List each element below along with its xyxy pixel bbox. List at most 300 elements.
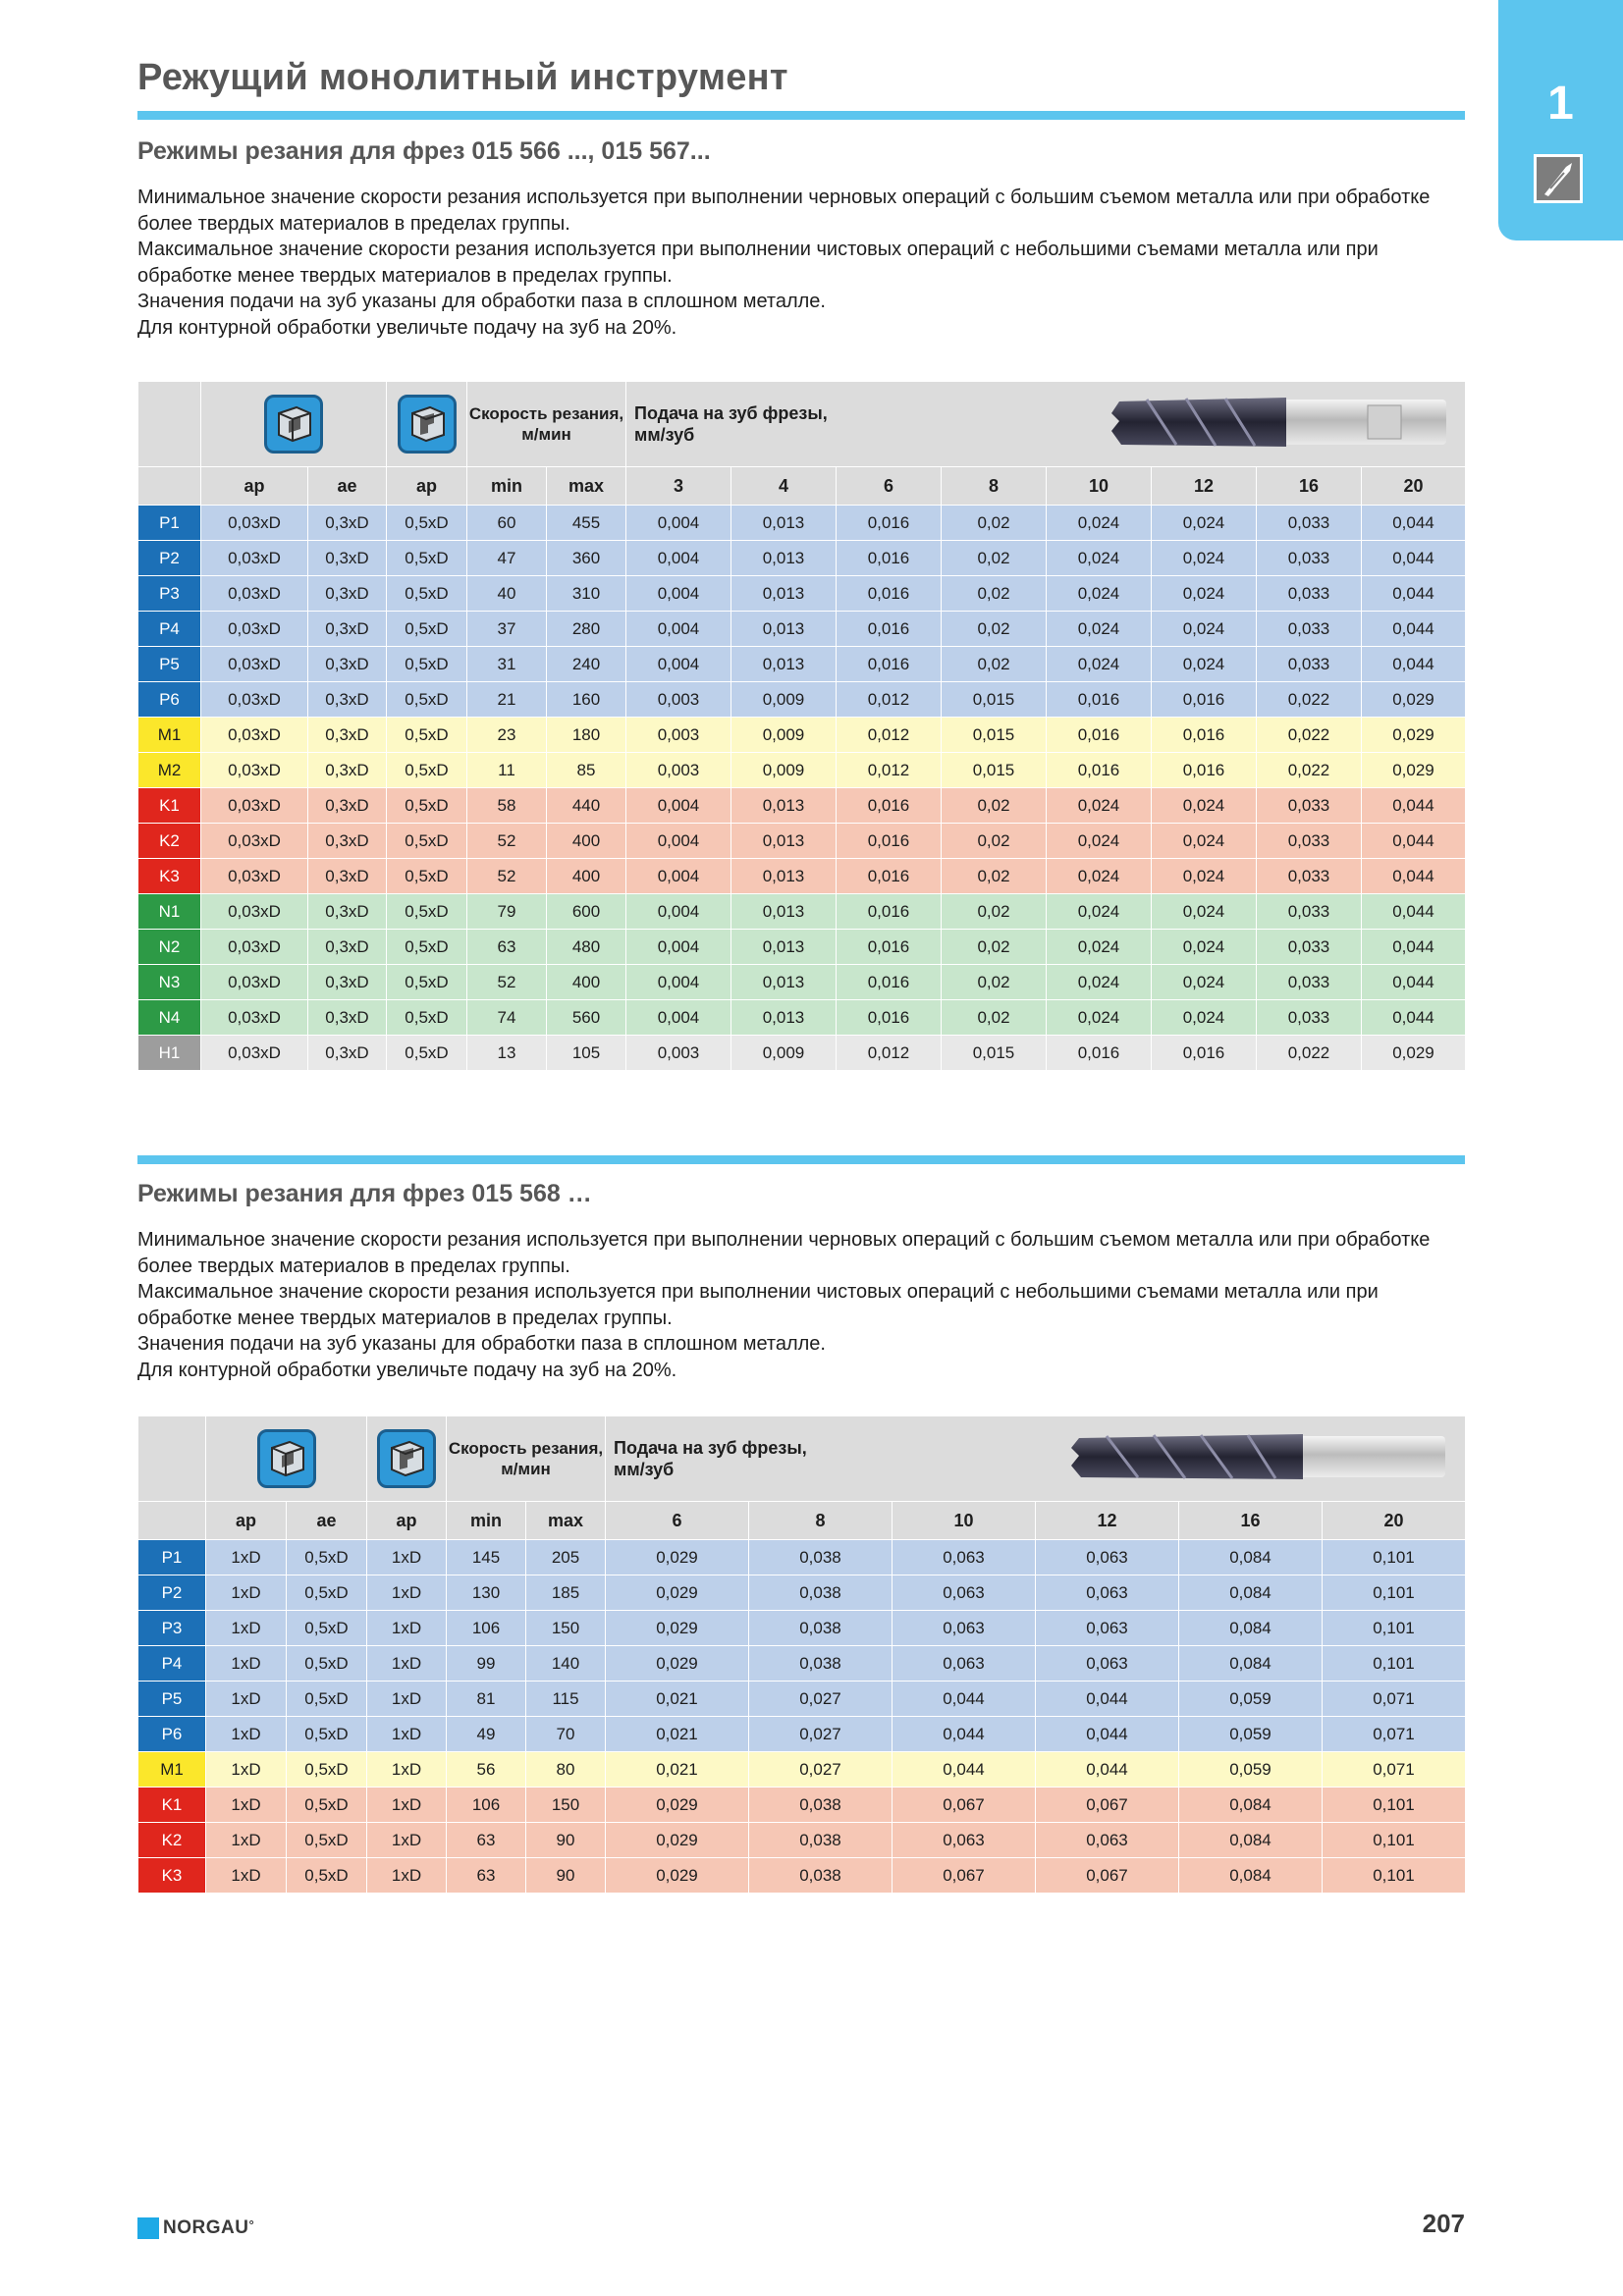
table-cell: 0,063 — [893, 1823, 1036, 1858]
table-cell: 0,016 — [837, 824, 942, 859]
table-cell: 0,03xD — [201, 930, 308, 965]
table-cell: 0,067 — [1036, 1788, 1179, 1823]
table-cell: 0,5xD — [287, 1858, 367, 1894]
intro-line: Для контурной обработки увеличьте подачу на зуб на 20%. — [137, 316, 677, 339]
table-cell: 0,5xD — [387, 718, 467, 753]
table-cell: 0,063 — [893, 1540, 1036, 1575]
table-cell: 0,016 — [837, 1000, 942, 1036]
table-cell: 360 — [547, 541, 626, 576]
table-cell: 0,5xD — [287, 1611, 367, 1646]
table-cell: 0,013 — [731, 1000, 837, 1036]
table-cell: 0,071 — [1323, 1752, 1466, 1788]
table-cell: 0,004 — [626, 541, 731, 576]
contour-milling-icon — [398, 395, 457, 454]
section-divider — [137, 1155, 1465, 1164]
table-cell: 0,084 — [1179, 1823, 1323, 1858]
table-row — [138, 788, 1466, 824]
table-cell: 0,044 — [1362, 576, 1466, 612]
table-cell: 0,3xD — [308, 859, 387, 894]
column-header: ae — [308, 467, 387, 506]
column-header: min — [467, 467, 547, 506]
table-cell: 1xD — [206, 1575, 287, 1611]
contour-milling-icon-cell — [367, 1416, 447, 1502]
table-cell: 0,02 — [942, 612, 1047, 647]
table-cell: 0,3xD — [308, 824, 387, 859]
table-cell: 0,5xD — [387, 894, 467, 930]
table-cell: 0,084 — [1179, 1575, 1323, 1611]
column-header: 12 — [1036, 1502, 1179, 1540]
table-cell: 0,016 — [837, 506, 942, 541]
table-cell: 0,5xD — [387, 1036, 467, 1071]
material-group-badge: N1 — [138, 894, 201, 930]
table-cell: 52 — [467, 859, 547, 894]
column-header: ap — [387, 467, 467, 506]
title-divider — [137, 111, 1465, 120]
table-cell: 0,067 — [893, 1788, 1036, 1823]
table-cell: 0,024 — [1152, 824, 1257, 859]
table-cell: 0,015 — [942, 718, 1047, 753]
table-cell: 0,021 — [606, 1682, 749, 1717]
table-cell: 0,044 — [1362, 1000, 1466, 1036]
table-cell: 0,024 — [1047, 859, 1152, 894]
table-cell: 0,016 — [1047, 1036, 1152, 1071]
table-cell: 106 — [447, 1788, 526, 1823]
table-cell: 0,03xD — [201, 859, 308, 894]
table-cell: 0,016 — [1152, 682, 1257, 718]
table-row — [138, 930, 1466, 965]
table-cell: 0,022 — [1257, 718, 1362, 753]
table-cell: 105 — [547, 1036, 626, 1071]
table-cell: 0,012 — [837, 718, 942, 753]
table-cell: 0,033 — [1257, 965, 1362, 1000]
table-cell: 130 — [447, 1575, 526, 1611]
table-cell: 0,003 — [626, 718, 731, 753]
table-row — [138, 1575, 1466, 1611]
table-cell: 0,029 — [606, 1611, 749, 1646]
cutting-data-table — [137, 381, 1466, 1071]
table-cell: 0,004 — [626, 859, 731, 894]
table-cell: 560 — [547, 1000, 626, 1036]
column-header: 10 — [893, 1502, 1036, 1540]
table-cell: 0,03xD — [201, 682, 308, 718]
table-cell: 0,027 — [749, 1752, 893, 1788]
table-cell: 0,084 — [1179, 1540, 1323, 1575]
table-cell: 0,3xD — [308, 1000, 387, 1036]
column-header: 10 — [1047, 467, 1152, 506]
table-row — [138, 1858, 1466, 1894]
table-cell: 1xD — [367, 1752, 447, 1788]
table-cell: 0,024 — [1152, 647, 1257, 682]
cutting-speed-header: Скорость резания, м/мин — [467, 382, 626, 467]
table-row — [138, 682, 1466, 718]
intro-line: Значения подачи на зуб указаны для обработки паза в сплошном металле. — [137, 291, 826, 312]
section-title: Режимы резания для фрез 015 566 ..., 015 567... — [137, 137, 711, 165]
table-cell: 0,013 — [731, 576, 837, 612]
table-cell: 60 — [467, 506, 547, 541]
material-group-badge: P1 — [138, 1540, 206, 1575]
table-cell: 0,101 — [1323, 1611, 1466, 1646]
material-group-badge: P6 — [138, 1717, 206, 1752]
table-cell: 0,084 — [1179, 1611, 1323, 1646]
table-cell: 1xD — [367, 1611, 447, 1646]
table-cell: 1xD — [367, 1646, 447, 1682]
table-cell: 180 — [547, 718, 626, 753]
table-cell: 0,044 — [1036, 1752, 1179, 1788]
table-cell: 23 — [467, 718, 547, 753]
table-cell: 0,024 — [1047, 824, 1152, 859]
table-cell: 0,009 — [731, 682, 837, 718]
table-cell: 0,044 — [893, 1682, 1036, 1717]
table-cell: 70 — [526, 1717, 606, 1752]
column-header: 20 — [1362, 467, 1466, 506]
table-cell: 0,015 — [942, 753, 1047, 788]
table-cell: 0,044 — [1362, 612, 1466, 647]
table-cell: 0,101 — [1323, 1540, 1466, 1575]
table-cell: 0,016 — [837, 859, 942, 894]
table-cell: 0,038 — [749, 1823, 893, 1858]
table-cell: 0,016 — [837, 788, 942, 824]
table-cell: 0,063 — [893, 1646, 1036, 1682]
table-cell: 0,059 — [1179, 1752, 1323, 1788]
column-header: min — [447, 1502, 526, 1540]
table-cell: 0,024 — [1152, 1000, 1257, 1036]
table-cell: 0,3xD — [308, 930, 387, 965]
table-cell: 0,033 — [1257, 788, 1362, 824]
slot-milling-icon — [257, 1429, 316, 1488]
slot-milling-icon — [264, 395, 323, 454]
table-row — [138, 506, 1466, 541]
material-group-badge: N3 — [138, 965, 201, 1000]
table-cell: 0,02 — [942, 965, 1047, 1000]
material-group-badge: N4 — [138, 1000, 201, 1036]
table-cell: 115 — [526, 1682, 606, 1717]
table-cell: 1xD — [206, 1752, 287, 1788]
feed-per-tooth-header — [606, 1416, 1466, 1502]
table-row — [138, 1540, 1466, 1575]
table-cell: 600 — [547, 894, 626, 930]
logo-mark — [137, 2217, 159, 2239]
table-cell: 0,022 — [1257, 753, 1362, 788]
table-row — [138, 1611, 1466, 1646]
table-cell: 0,059 — [1179, 1717, 1323, 1752]
brand-mark: ° — [248, 2217, 255, 2232]
table-cell: 140 — [526, 1646, 606, 1682]
table-cell: 0,004 — [626, 612, 731, 647]
table-cell: 0,044 — [1362, 859, 1466, 894]
table-cell: 0,024 — [1047, 506, 1152, 541]
table-cell: 52 — [467, 824, 547, 859]
table-cell: 0,004 — [626, 930, 731, 965]
table-cell: 0,5xD — [287, 1823, 367, 1858]
table-cell: 1xD — [206, 1717, 287, 1752]
table-row — [138, 1682, 1466, 1717]
column-header: 6 — [606, 1502, 749, 1540]
table-cell: 0,004 — [626, 965, 731, 1000]
material-group-badge: M2 — [138, 753, 201, 788]
intro-line: Минимальное значение скорости резания используется при выполнении черновых операций с большим съемом металла или при обработке более твердых материалов в пределах группы. — [137, 1229, 1431, 1277]
table-cell: 400 — [547, 965, 626, 1000]
table-cell: 0,5xD — [387, 859, 467, 894]
table-cell: 400 — [547, 824, 626, 859]
table-cell: 0,3xD — [308, 1036, 387, 1071]
table-cell: 0,016 — [1047, 718, 1152, 753]
column-header: 16 — [1179, 1502, 1323, 1540]
table-cell: 81 — [447, 1682, 526, 1717]
table-cell: 0,004 — [626, 1000, 731, 1036]
table-cell: 145 — [447, 1540, 526, 1575]
table-cell: 0,038 — [749, 1858, 893, 1894]
table-cell: 0,033 — [1257, 506, 1362, 541]
table-cell: 0,5xD — [387, 541, 467, 576]
table-cell: 0,5xD — [387, 1000, 467, 1036]
table-cell: 0,5xD — [287, 1682, 367, 1717]
table-cell: 1xD — [367, 1858, 447, 1894]
table-cell: 79 — [467, 894, 547, 930]
table-cell: 1xD — [206, 1823, 287, 1858]
material-group-badge: K1 — [138, 788, 201, 824]
table-cell: 1xD — [206, 1540, 287, 1575]
table-cell: 0,101 — [1323, 1823, 1466, 1858]
table-cell: 0,004 — [626, 788, 731, 824]
table-cell: 205 — [526, 1540, 606, 1575]
table-cell: 0,084 — [1179, 1788, 1323, 1823]
table-cell: 0,03xD — [201, 612, 308, 647]
table-row — [138, 647, 1466, 682]
table-cell: 0,033 — [1257, 612, 1362, 647]
table-cell: 0,5xD — [387, 506, 467, 541]
table-cell: 0,044 — [893, 1717, 1036, 1752]
table-cell: 0,029 — [606, 1858, 749, 1894]
table-cell: 0,009 — [731, 753, 837, 788]
table-cell: 106 — [447, 1611, 526, 1646]
table-cell: 0,063 — [893, 1611, 1036, 1646]
table-cell: 0,3xD — [308, 541, 387, 576]
table-cell: 240 — [547, 647, 626, 682]
table-cell: 0,5xD — [387, 930, 467, 965]
table-cell: 0,033 — [1257, 541, 1362, 576]
table-cell: 0,02 — [942, 930, 1047, 965]
table-cell: 0,5xD — [287, 1788, 367, 1823]
table-cell: 1xD — [367, 1575, 447, 1611]
table-cell: 0,033 — [1257, 576, 1362, 612]
table-cell: 0,016 — [1152, 753, 1257, 788]
table-cell: 0,03xD — [201, 576, 308, 612]
contour-milling-icon-cell — [387, 382, 467, 467]
table-cell: 0,016 — [1152, 718, 1257, 753]
table-cell: 0,024 — [1152, 576, 1257, 612]
table-row — [138, 859, 1466, 894]
table-cell: 0,044 — [893, 1752, 1036, 1788]
table-cell: 0,024 — [1047, 612, 1152, 647]
table-cell: 0,013 — [731, 612, 837, 647]
intro-line: Максимальное значение скорости резания используется при выполнении чистовых операций с небольшими съемами металла или при обработке менее твердых материалов в пределах группы. — [137, 239, 1379, 287]
table-cell: 85 — [547, 753, 626, 788]
table-cell: 0,02 — [942, 894, 1047, 930]
table-cell: 0,021 — [606, 1752, 749, 1788]
feed-header-text: Подача на зуб фрезы, мм/зуб — [634, 403, 828, 445]
table-cell: 47 — [467, 541, 547, 576]
table-row — [138, 541, 1466, 576]
table-cell: 0,5xD — [387, 965, 467, 1000]
table-cell: 0,013 — [731, 930, 837, 965]
table-cell: 0,044 — [1362, 894, 1466, 930]
table-cell: 0,044 — [1362, 930, 1466, 965]
feed-per-tooth-header — [626, 382, 1466, 467]
table-cell: 1xD — [206, 1611, 287, 1646]
table-cell: 0,016 — [837, 541, 942, 576]
table-cell: 0,029 — [606, 1823, 749, 1858]
material-group-badge: P2 — [138, 1575, 206, 1611]
section-intro — [137, 185, 1453, 341]
table-cell: 0,3xD — [308, 753, 387, 788]
material-group-badge: M1 — [138, 1752, 206, 1788]
table-cell: 0,029 — [606, 1788, 749, 1823]
table-cell: 1xD — [367, 1823, 447, 1858]
table-cell: 0,003 — [626, 1036, 731, 1071]
table-cell: 56 — [447, 1752, 526, 1788]
table-cell: 0,022 — [1257, 682, 1362, 718]
end-mill-image — [1067, 1426, 1450, 1487]
table-cell: 0,003 — [626, 753, 731, 788]
intro-line: Минимальное значение скорости резания используется при выполнении черновых операций с большим съемом металла или при обработке более твердых материалов в пределах группы. — [137, 187, 1431, 235]
table-cell: 0,003 — [626, 682, 731, 718]
table-row — [138, 1646, 1466, 1682]
table-cell: 0,071 — [1323, 1682, 1466, 1717]
intro-line: Для контурной обработки увеличьте подачу на зуб на 20%. — [137, 1359, 677, 1381]
table-cell: 0,016 — [837, 647, 942, 682]
table-cell: 0,029 — [1362, 753, 1466, 788]
table-cell: 0,029 — [606, 1540, 749, 1575]
table-cell: 0,024 — [1047, 894, 1152, 930]
material-group-badge: P4 — [138, 612, 201, 647]
table-cell: 0,063 — [1036, 1540, 1179, 1575]
table-cell: 0,101 — [1323, 1788, 1466, 1823]
table-cell: 0,016 — [837, 576, 942, 612]
table-cell: 0,084 — [1179, 1858, 1323, 1894]
table-cell: 0,015 — [942, 682, 1047, 718]
column-header: max — [526, 1502, 606, 1540]
table-cell: 0,03xD — [201, 894, 308, 930]
table-cell: 0,03xD — [201, 1036, 308, 1071]
table-cell: 0,063 — [1036, 1611, 1179, 1646]
table-cell: 0,012 — [837, 682, 942, 718]
table-cell: 310 — [547, 576, 626, 612]
table-cell: 0,02 — [942, 506, 1047, 541]
table-cell: 0,5xD — [387, 576, 467, 612]
material-group-badge: K3 — [138, 1858, 206, 1894]
table-cell: 0,004 — [626, 506, 731, 541]
page-number: 207 — [1422, 2209, 1465, 2238]
table-cell: 21 — [467, 682, 547, 718]
table-cell: 0,024 — [1152, 612, 1257, 647]
table-cell: 455 — [547, 506, 626, 541]
table-row — [138, 1000, 1466, 1036]
table-cell: 0,3xD — [308, 682, 387, 718]
table-cell: 0,013 — [731, 894, 837, 930]
column-header: 3 — [626, 467, 731, 506]
table-cell: 0,024 — [1047, 647, 1152, 682]
contour-milling-icon — [377, 1429, 436, 1488]
table-cell: 0,044 — [1362, 506, 1466, 541]
table-cell: 0,5xD — [387, 753, 467, 788]
table-cell: 0,044 — [1036, 1682, 1179, 1717]
table-cell: 0,101 — [1323, 1575, 1466, 1611]
table-row — [138, 612, 1466, 647]
column-header: 20 — [1323, 1502, 1466, 1540]
material-group-badge: P5 — [138, 1682, 206, 1717]
table-cell: 0,009 — [731, 1036, 837, 1071]
milling-cutter-icon — [1534, 154, 1583, 203]
slot-milling-icon-cell — [201, 382, 387, 467]
table-cell: 0,063 — [1036, 1823, 1179, 1858]
slot-milling-icon-cell — [206, 1416, 367, 1502]
material-group-badge: P5 — [138, 647, 201, 682]
table-cell: 0,03xD — [201, 753, 308, 788]
table-cell: 0,033 — [1257, 1000, 1362, 1036]
table-cell: 49 — [447, 1717, 526, 1752]
table-cell: 0,016 — [837, 930, 942, 965]
table-cell: 0,067 — [1036, 1858, 1179, 1894]
section-intro — [137, 1227, 1453, 1383]
table-cell: 0,3xD — [308, 965, 387, 1000]
table-cell: 0,024 — [1047, 576, 1152, 612]
table-cell: 74 — [467, 1000, 547, 1036]
table-cell: 0,044 — [1362, 824, 1466, 859]
table-cell: 0,015 — [942, 1036, 1047, 1071]
table-cell: 280 — [547, 612, 626, 647]
header-blank — [138, 1416, 206, 1502]
table-cell: 0,038 — [749, 1540, 893, 1575]
header-blank — [138, 382, 201, 467]
brand-logo — [137, 2217, 254, 2239]
table-cell: 90 — [526, 1823, 606, 1858]
table-cell: 0,101 — [1323, 1858, 1466, 1894]
table-cell: 0,3xD — [308, 576, 387, 612]
table-cell: 1xD — [367, 1788, 447, 1823]
table-cell: 0,3xD — [308, 788, 387, 824]
section-title: Режимы резания для фрез 015 568 … — [137, 1180, 592, 1207]
table-cell: 0,03xD — [201, 788, 308, 824]
material-group-badge: N2 — [138, 930, 201, 965]
table-cell: 0,004 — [626, 824, 731, 859]
material-group-badge: P3 — [138, 1611, 206, 1646]
table-cell: 0,024 — [1152, 894, 1257, 930]
table-cell: 0,024 — [1152, 506, 1257, 541]
table-cell: 0,5xD — [387, 788, 467, 824]
table-row — [138, 753, 1466, 788]
table-cell: 0,3xD — [308, 647, 387, 682]
table-cell: 0,024 — [1047, 541, 1152, 576]
table-cell: 0,016 — [1047, 682, 1152, 718]
table-cell: 0,02 — [942, 788, 1047, 824]
material-group-badge: P6 — [138, 682, 201, 718]
table-cell: 0,063 — [1036, 1575, 1179, 1611]
table-row — [138, 965, 1466, 1000]
table-cell: 0,038 — [749, 1646, 893, 1682]
table-cell: 1xD — [367, 1540, 447, 1575]
table-cell: 0,044 — [1036, 1717, 1179, 1752]
table-cell: 0,024 — [1047, 788, 1152, 824]
column-header: 4 — [731, 467, 837, 506]
table-row — [138, 1036, 1466, 1071]
intro-line: Значения подачи на зуб указаны для обработки паза в сплошном металле. — [137, 1333, 826, 1355]
feed-header-text: Подача на зуб фрезы, мм/зуб — [614, 1438, 807, 1479]
table-cell: 0,03xD — [201, 506, 308, 541]
column-header: 16 — [1257, 467, 1362, 506]
column-header: 8 — [942, 467, 1047, 506]
table-cell: 0,02 — [942, 541, 1047, 576]
table-cell: 0,016 — [837, 612, 942, 647]
